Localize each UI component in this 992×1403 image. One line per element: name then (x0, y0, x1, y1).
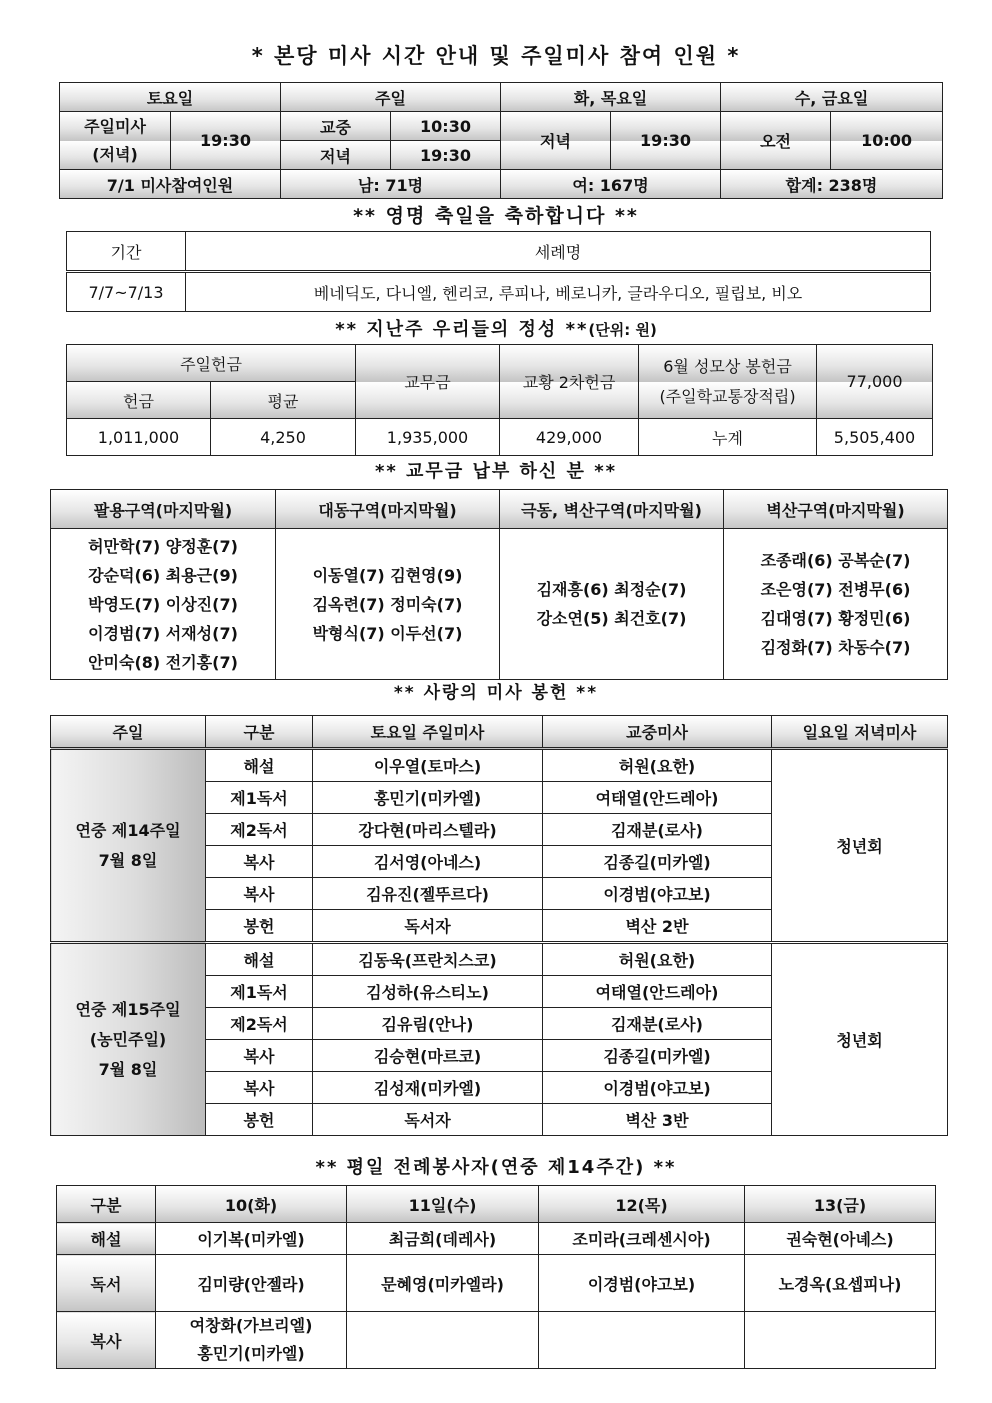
saturday-server: 홍민기(미카엘) (313, 782, 543, 814)
dues-header-geukdong: 극동, 벽산구역(마지막월) (500, 490, 724, 529)
dues-header-daedong: 대동구역(마지막월) (276, 490, 500, 529)
service-header-saturday: 토요일 주일미사 (313, 716, 543, 749)
weekday-header-thu: 12(목) (539, 1186, 745, 1223)
dues-entry: 조종래(6) 공복순(7) (760, 551, 911, 570)
feast-period: 7/7~7/13 (67, 272, 186, 312)
role-cell: 제2독서 (206, 814, 313, 846)
weekday-role-altar: 복사 (57, 1312, 156, 1369)
main-server: 벽산 3반 (543, 1104, 772, 1136)
dues-header-palyong: 팔용구역(마지막월) (51, 490, 276, 529)
weekday-altar-thu (539, 1312, 745, 1369)
weekday-server: 김미량(안젤라) (156, 1255, 347, 1312)
main-server: 여태열(안드레아) (543, 782, 772, 814)
week-name: 연중 제14주일 (75, 820, 181, 840)
dues-payers-table (50, 489, 948, 680)
wed-fri-label: 오전 (721, 112, 831, 170)
dues-entry: 박영도(7) 이상진(7) (88, 594, 238, 614)
sunday-offering-header: 주일헌금 (67, 345, 356, 382)
weekday-server: 문혜영(미카엘라) (347, 1255, 539, 1312)
main-server: 이경범(야고보) (543, 1072, 772, 1104)
mary-offering-value: 77,000 (817, 345, 933, 419)
cash-value: 1,011,000 (67, 419, 211, 456)
dues-header-byeoksan: 벽산구역(마지막월) (724, 490, 948, 529)
feast-table (66, 231, 931, 312)
weekday-server: 조미라(크레센시아) (539, 1223, 745, 1255)
saturday-time: 19:30 (171, 112, 281, 170)
week-sub: (농민주일) (89, 1029, 167, 1049)
main-server: 벽산 2반 (543, 910, 772, 943)
weekday-header-fri: 13(금) (745, 1186, 936, 1223)
weekday-altar-fri (745, 1312, 936, 1369)
dues-entry: 김옥련(7) 정미숙(7) (312, 594, 463, 614)
dues-title: ** 교무금 납부 하신 분 ** (374, 461, 618, 482)
role-cell: 제1독서 (206, 976, 313, 1008)
role-cell: 제1독서 (206, 782, 313, 814)
average-header: 평균 (211, 382, 356, 419)
cumulative-label: 누계 (639, 419, 817, 456)
saturday-server: 김서영(아네스) (313, 846, 543, 878)
saturday-sub: (저녁) (92, 144, 138, 164)
attendance-male: 남: 71명 (281, 170, 501, 199)
dues-entry: 박형식(7) 이두선(7) (312, 623, 463, 643)
role-cell: 제2독서 (206, 1008, 313, 1040)
week-15-cell (51, 943, 206, 1136)
dues-entry: 이동열(7) 김현영(9) (312, 565, 463, 585)
saturday-server: 김성재(미카엘) (313, 1072, 543, 1104)
feast-names: 베네딕도, 다니엘, 헨리코, 루피나, 베로니카, 글라우디오, 필립보, 비오 (186, 272, 931, 312)
weekday-title: ** 평일 전례봉사자(연중 제14주간) ** (315, 1157, 677, 1178)
main-server: 김종길(미카엘) (543, 1040, 772, 1072)
main-server: 여태열(안드레아) (543, 976, 772, 1008)
dues-list (88, 532, 238, 677)
sunday-evening-time: 19:30 (391, 141, 501, 170)
wed-fri-time: 10:00 (831, 112, 943, 170)
offering-table (66, 344, 933, 456)
service-title: ** 사랑의 미사 봉헌 ** (393, 683, 599, 703)
offering-title (0, 315, 992, 341)
weekday-role-commentary: 해설 (57, 1223, 156, 1255)
dues-header: 교무금 (356, 345, 500, 419)
weekday-header-tue: 10(화) (156, 1186, 347, 1223)
role-cell: 복사 (206, 846, 313, 878)
main-server: 김재분(로사) (543, 1008, 772, 1040)
dues-list (537, 575, 687, 633)
dues-entry: 조은영(7) 전병무(6) (760, 580, 911, 599)
offering-unit: (단위: 원) (588, 321, 657, 339)
weekday-server: 최금희(데레사) (347, 1223, 539, 1255)
mary-offering-header (639, 345, 817, 419)
weekday-altar-wed (347, 1312, 539, 1369)
weekday-header-wed: 11일(수) (347, 1186, 539, 1223)
dues-col-palyong (51, 529, 276, 680)
weekday-server: 홍민기(미카엘) (197, 1344, 305, 1363)
weekday-server: 여창화(가브리엘) (189, 1316, 313, 1335)
dues-list (761, 546, 911, 662)
weekday-server: 이경범(야고보) (539, 1255, 745, 1312)
saturday-server: 김유림(안나) (313, 1008, 543, 1040)
main-server: 허원(요한) (543, 943, 772, 976)
feast-title: ** 영명 축일을 축하합니다 ** (353, 205, 639, 227)
feast-names-header: 세례명 (186, 232, 931, 272)
saturday-server: 독서자 (313, 910, 543, 943)
saturday-label: 주일미사 (84, 116, 146, 136)
mass-service-table (50, 715, 948, 1136)
header-tue-thu: 화, 목요일 (501, 83, 721, 112)
dues-entry: 강순덕(6) 최용근(9) (88, 565, 238, 585)
feast-period-header: 기간 (67, 232, 186, 272)
attendance-female: 여: 167명 (501, 170, 721, 199)
service-header-evening: 일요일 저녁미사 (772, 716, 948, 749)
role-cell: 복사 (206, 1072, 313, 1104)
dues-col-geukdong (500, 529, 724, 680)
role-cell: 봉헌 (206, 1104, 313, 1136)
pope-offering-value: 429,000 (500, 419, 639, 456)
cumulative-value: 5,505,400 (817, 419, 933, 456)
saturday-mass-label (60, 112, 171, 170)
role-cell: 해설 (206, 943, 313, 976)
week-date: 7월 8일 (98, 1059, 158, 1079)
main-server: 김재분(로사) (543, 814, 772, 846)
main-server: 김종길(미카엘) (543, 846, 772, 878)
saturday-server: 김유진(젤뚜르다) (313, 878, 543, 910)
average-value: 4,250 (211, 419, 356, 456)
sunday-evening-label: 저녁 (281, 141, 391, 170)
cash-header: 헌금 (67, 382, 211, 419)
service-header-main: 교중미사 (543, 716, 772, 749)
role-cell: 해설 (206, 749, 313, 782)
saturday-server: 독서자 (313, 1104, 543, 1136)
service-header-sunday: 주일 (51, 716, 206, 749)
tue-thu-label: 저녁 (501, 112, 611, 170)
service-header-role: 구분 (206, 716, 313, 749)
weekday-server: 이기복(미카엘) (156, 1223, 347, 1255)
mary-offering-title: 6월 성모상 봉헌금 (663, 356, 792, 376)
week-date: 7월 8일 (98, 850, 158, 870)
page-title: * 본당 미사 시간 안내 및 주일미사 참여 인원 * (251, 44, 741, 68)
sunday-main-label: 교중 (281, 112, 391, 141)
dues-col-daedong (276, 529, 500, 680)
header-sunday: 주일 (281, 83, 501, 112)
week-name: 연중 제15주일 (75, 999, 181, 1019)
role-cell: 복사 (206, 1040, 313, 1072)
sunday-main-time: 10:30 (391, 112, 501, 141)
weekday-role-reading: 독서 (57, 1255, 156, 1312)
dues-entry: 안미숙(8) 전기홍(7) (88, 652, 238, 672)
dues-entry: 김대영(7) 황정민(6) (760, 609, 911, 628)
main-server: 허원(요한) (543, 749, 772, 782)
mass-time-table (59, 82, 943, 199)
pope-offering-header: 교황 2차헌금 (500, 345, 639, 419)
header-saturday: 토요일 (60, 83, 281, 112)
saturday-server: 강다현(마리스텔라) (313, 814, 543, 846)
mary-offering-sub: (주일학교통장적립) (659, 386, 796, 406)
saturday-server: 김동욱(프란치스코) (313, 943, 543, 976)
attendance-total: 합계: 238명 (721, 170, 943, 199)
header-wed-fri: 수, 금요일 (721, 83, 943, 112)
saturday-server: 이우열(토마스) (313, 749, 543, 782)
tue-thu-time: 19:30 (611, 112, 721, 170)
role-cell: 봉헌 (206, 910, 313, 943)
weekday-header-role: 구분 (57, 1186, 156, 1223)
saturday-server: 김승현(마르코) (313, 1040, 543, 1072)
dues-entry: 이경범(7) 서재성(7) (88, 623, 238, 643)
weekday-service-table (56, 1185, 936, 1369)
dues-entry: 김정화(7) 차동수(7) (760, 638, 911, 657)
attendance-label: 7/1 미사참여인원 (60, 170, 281, 199)
dues-entry: 허만학(7) 양정훈(7) (88, 536, 238, 556)
weekday-server: 권숙현(아녜스) (745, 1223, 936, 1255)
evening-group: 청년회 (772, 749, 948, 943)
dues-col-byeoksan (724, 529, 948, 680)
offering-title-text: ** 지난주 우리들의 정성 ** (335, 319, 589, 340)
saturday-server: 김성하(유스티노) (313, 976, 543, 1008)
role-cell: 복사 (206, 878, 313, 910)
main-server: 이경범(야고보) (543, 878, 772, 910)
evening-group: 청년회 (772, 943, 948, 1136)
weekday-altar-tue (156, 1312, 347, 1369)
dues-list (313, 561, 463, 648)
week-14-cell (51, 749, 206, 943)
weekday-server: 노경옥(요셉피나) (745, 1255, 936, 1312)
dues-entry: 김재흥(6) 최정순(7) (536, 580, 687, 599)
dues-entry: 강소연(5) 최건호(7) (536, 609, 687, 628)
dues-value: 1,935,000 (356, 419, 500, 456)
